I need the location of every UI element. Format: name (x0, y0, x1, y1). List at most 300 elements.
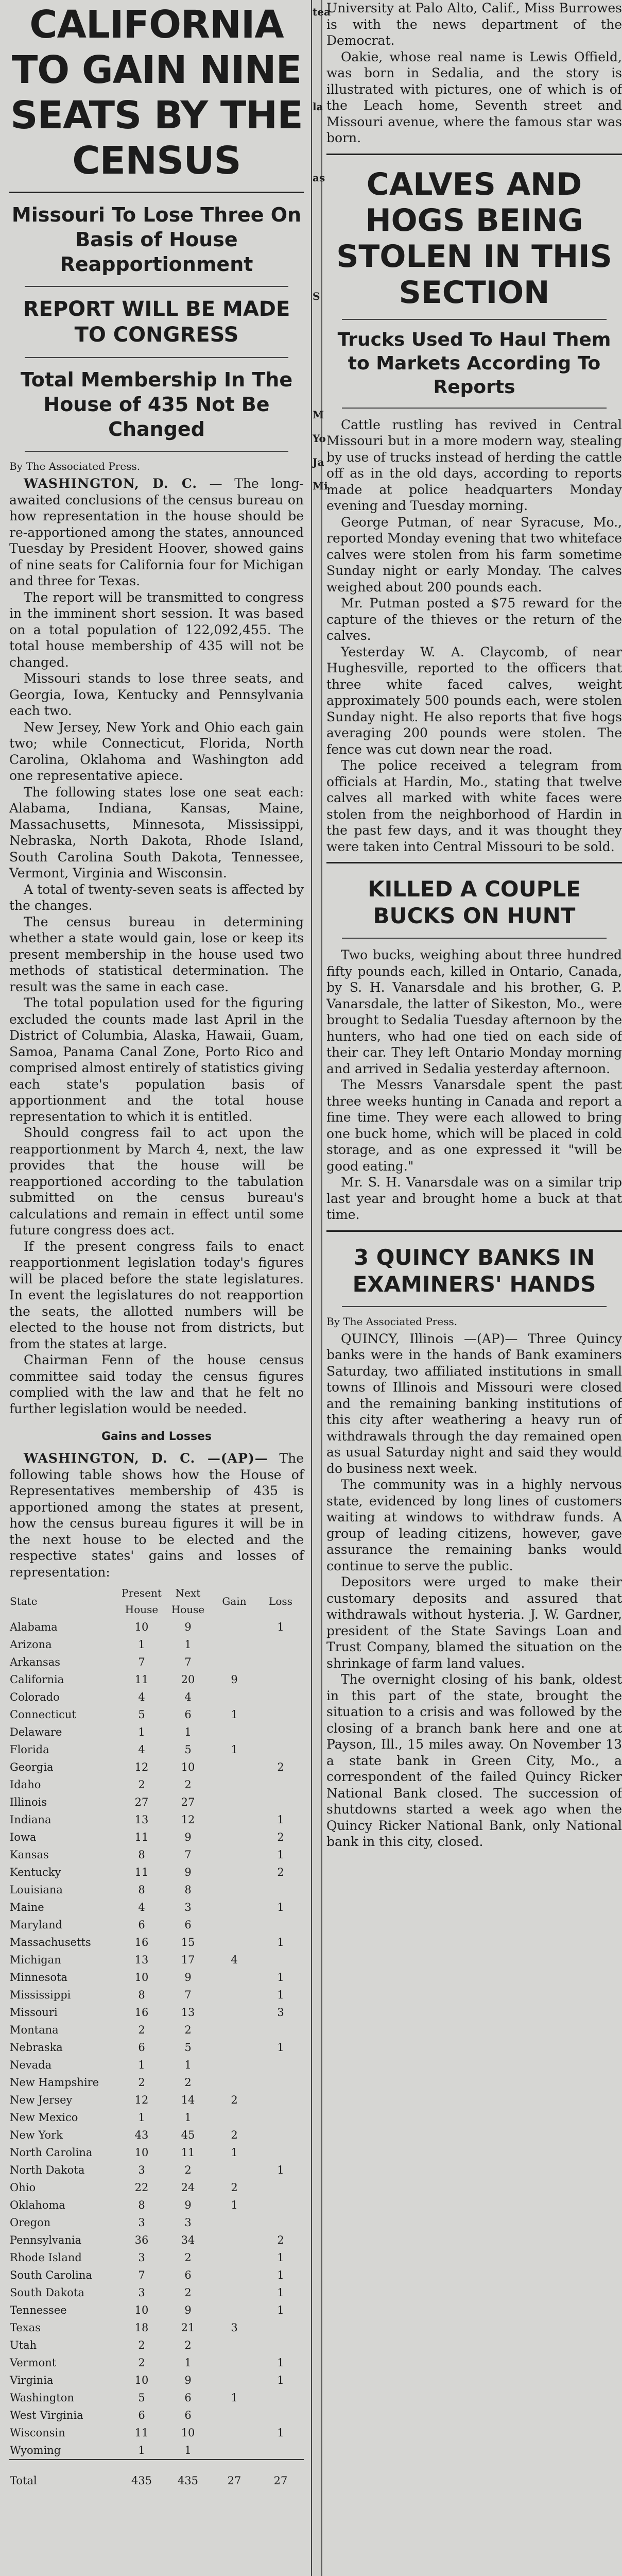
lead-paragraph (9, 476, 304, 589)
table-row (9, 2214, 304, 2231)
byline: By The Associated Press. (326, 1315, 458, 1328)
clipped-text-fragment: as (313, 172, 325, 184)
apportionment-table (9, 1584, 304, 2489)
cell-gain (211, 1636, 257, 1653)
gains-intro-text: The following table shows how the House of Representatives membership of 435 is apportioned among the states at present, how the census bureau figures it will be in the next house to be elected and the respective states' gains and losses of representation: (9, 1451, 304, 1580)
cell-present: 8 (138, 1849, 145, 1861)
cell-next: 45 (181, 2129, 195, 2141)
article-paragraph: If the present congress fails to enact reapportionment legislation today's figures will be placed before the state legislatures. In event the legislatures do not reapportion the seats, the allotted numbers will be elected to the house not from districts, but from the states at large. (9, 1239, 304, 1351)
cell-state: Maine (10, 1901, 44, 1913)
gains-intro (9, 1450, 304, 1580)
cell-state: Rhode Island (10, 2251, 82, 2264)
cell-next: 9 (184, 1831, 192, 1843)
cell-present: 3 (138, 2164, 145, 2176)
table-row (9, 1863, 304, 1881)
table-row (9, 1741, 304, 1758)
cell-loss: 1 (277, 2269, 284, 2281)
cell-loss (257, 1776, 304, 1793)
cell-next: 5 (184, 2041, 192, 2054)
cell-loss (257, 2144, 304, 2161)
cell-loss (257, 2179, 304, 2196)
cell-state: North Dakota (10, 2164, 85, 2176)
article-paragraph: Depositors were urged to make their customary deposits and assured that withdrawals without hysteria. J. W. Gardner, president of the State Savings Loan and Trust Company, blamed the situation on the shrinkage of farm land values. (326, 1574, 622, 1671)
cell-next: 7 (184, 1989, 192, 2001)
cell-next: 2 (184, 2339, 192, 2351)
cell-loss (257, 2319, 304, 2336)
cell-gain (211, 1916, 257, 1934)
table-row (9, 2074, 304, 2091)
cell-next: 3 (184, 2216, 192, 2229)
cell-loss: 2 (277, 2234, 284, 2246)
cell-gain (211, 2301, 257, 2319)
cell-state: Georgia (10, 1761, 54, 1773)
cell-gain (211, 2284, 257, 2301)
clipped-text-fragment (313, 545, 321, 569)
clipped-text-fragment: Mi (313, 480, 328, 492)
cell-present: 7 (138, 2269, 145, 2281)
cell-loss (257, 2021, 304, 2039)
cell-next: 2 (184, 2076, 192, 2089)
cell-loss: 2 (277, 1761, 284, 1773)
table-row (9, 1916, 304, 1934)
clipped-text-fragment: S (313, 290, 320, 302)
cell-loss (257, 2074, 304, 2091)
cell-loss: 2 (277, 1866, 284, 1878)
cell-gain (211, 2249, 257, 2266)
cell-loss: 3 (277, 2006, 284, 2019)
rule (326, 862, 622, 863)
cell-loss (257, 1706, 304, 1723)
cell-state: Montana (10, 2024, 59, 2036)
table-row (9, 2126, 304, 2144)
cell-loss: 1 (277, 1849, 284, 1861)
cell-loss (257, 1723, 304, 1741)
cell-state: Delaware (10, 1726, 62, 1738)
table-row (9, 1846, 304, 1863)
cell-next: 2 (184, 2024, 192, 2036)
cell-loss (257, 2056, 304, 2074)
cell-present: 11 (134, 2427, 149, 2439)
clipped-text-fragment (313, 498, 321, 521)
cell-present: 10 (134, 2304, 149, 2316)
header-present: Present House (122, 1587, 162, 1616)
cell-loss: 1 (277, 1621, 284, 1633)
table-row (9, 1758, 304, 1776)
cell-present: 1 (138, 2111, 145, 2124)
cell-state: New Jersey (10, 2094, 73, 2106)
cell-state: New Hampshire (10, 2076, 99, 2089)
article-paragraph: Mr. S. H. Vanarsdale was on a similar trip last year and brought home a buck at that time. (326, 1175, 622, 1222)
clipped-text-fragment (313, 47, 321, 71)
cell-state: Vermont (10, 2357, 57, 2369)
cell-state: Kansas (10, 1849, 49, 1861)
cell-gain (211, 2039, 257, 2056)
cell-next: 7 (184, 1656, 192, 1668)
cell-present: 12 (134, 2094, 149, 2106)
cell-gain (211, 1811, 257, 1828)
article-paragraph: The Messrs Vanarsdale spent the past three weeks hunting in Canada and report a fine time. They were each allowed to bring one buck home, which will be placed in cold storage, and as one expressed it "will be good eating." (326, 1077, 622, 1174)
cell-next: 15 (181, 1936, 195, 1948)
cell-gain: 1 (231, 2146, 238, 2159)
cell-present: 12 (134, 1761, 149, 1773)
table-row (9, 1776, 304, 1793)
lead-text: — The long-awaited conclusions of the census bureau on how representation in the house should be re-apportioned among the states, announced Tuesday by President Hoover, showed gains of nine seats for California four for Michigan and three for Texas. (9, 476, 304, 588)
cell-next: 2 (184, 2286, 192, 2299)
cell-gain (211, 1793, 257, 1811)
table-row (9, 2389, 304, 2406)
cell-gain: 1 (231, 1708, 238, 1721)
cell-next: 1 (184, 2444, 192, 2456)
article-paragraph: The census bureau in determining whether a state would gain, lose or keep its present membership in the house used two methods of statistical determination. The result was the same in each case. (9, 914, 304, 994)
cell-loss: 1 (277, 1936, 284, 1948)
cell-present: 2 (138, 2024, 145, 2036)
calves-hogs-headline: CALVES AND HOGS BEING STOLEN IN THIS SECTION (336, 166, 612, 311)
cell-next: 9 (184, 2199, 192, 2211)
article-paragraph: The report will be transmitted to congress in the imminent short session. It was based on a total population of 122,092,455. The total house membership of 435 will not be changed. (9, 589, 304, 670)
rule (25, 451, 288, 452)
cell-next: 21 (181, 2321, 195, 2334)
cell-state: Total (9, 2460, 118, 2489)
article-paragraph: Oakie, whose real name is Lewis Offield, was born in Sedalia, and the story is illustrated with pictures, one of which is of the Leach home, Seventh street and Missouri avenue, where the famous star was born. (326, 49, 622, 145)
cell-state: Pennsylvania (10, 2234, 82, 2246)
cell-present: 8 (138, 1884, 145, 1896)
cell-loss: 1 (277, 2427, 284, 2439)
cell-gain (211, 2214, 257, 2231)
cell-next: 435 (165, 2460, 211, 2489)
cell-next: 6 (184, 2269, 192, 2281)
cell-state: Kentucky (10, 1866, 61, 1878)
clipped-text-fragment (313, 24, 321, 47)
clipped-text-fragment (313, 355, 321, 379)
cell-next: 9 (184, 2374, 192, 2386)
cell-next: 7 (184, 1849, 192, 1861)
table-row (9, 1828, 304, 1846)
cell-gain: 2 (231, 2094, 238, 2106)
table-row (9, 2179, 304, 2196)
cell-state: Virginia (10, 2374, 54, 2386)
article-paragraph: New Jersey, New York and Ohio each gain two; while Connecticut, Florida, North Carolina, Oklahoma and Washington add one representative apiece. (9, 719, 304, 783)
cell-state: South Dakota (10, 2286, 84, 2299)
cell-loss (257, 2336, 304, 2354)
clipped-text-fragment (313, 71, 321, 95)
cell-present: 10 (134, 2146, 149, 2159)
cell-next: 24 (181, 2181, 195, 2194)
cell-next: 1 (184, 1638, 192, 1651)
calves-hogs-deck: Trucks Used To Haul Them to Markets According To Reports (337, 329, 611, 398)
table-row (9, 2336, 304, 2354)
cell-state: Tennessee (10, 2304, 67, 2316)
cell-loss: 1 (277, 1901, 284, 1913)
cell-loss (257, 2442, 304, 2460)
article-paragraph: Chairman Fenn of the house census committee said today the census figures complied with the law and that he felt no further legislation would be needed. (9, 1352, 304, 1416)
cell-gain: 2 (231, 2181, 238, 2194)
cell-loss (257, 1688, 304, 1706)
cell-gain: 27 (211, 2460, 257, 2489)
cell-next: 34 (181, 2234, 195, 2246)
header-gain: Gain (222, 1595, 247, 1607)
cell-present: 16 (134, 1936, 149, 1948)
cell-present: 13 (134, 1954, 149, 1966)
cell-next: 5 (184, 1743, 192, 1756)
clipped-text-fragment: tea (313, 6, 331, 18)
table-row (9, 2161, 304, 2179)
table-row (9, 2196, 304, 2214)
table-row (9, 2301, 304, 2319)
cell-next: 6 (184, 2409, 192, 2421)
cell-present: 1 (138, 2444, 145, 2456)
cell-gain (211, 1986, 257, 2004)
cell-next: 12 (181, 1814, 195, 1826)
cell-state: Oklahoma (10, 2199, 65, 2211)
clipped-text-fragment: M (313, 409, 324, 421)
cell-loss: 1 (277, 2374, 284, 2386)
cell-present: 2 (138, 1778, 145, 1791)
cell-state: Wisconsin (10, 2427, 65, 2439)
cell-next: 9 (184, 1866, 192, 1878)
cell-present: 3 (138, 2286, 145, 2299)
cell-present: 22 (134, 2181, 149, 2194)
cell-loss: 1 (277, 1814, 284, 1826)
cell-next: 14 (181, 2094, 195, 2106)
table-row (9, 2109, 304, 2126)
clipped-text-fragment (313, 118, 321, 142)
cell-present: 36 (134, 2234, 149, 2246)
table-row (9, 2004, 304, 2021)
header-next: Next House (171, 1587, 205, 1616)
cell-present: 11 (134, 1866, 149, 1878)
table-row (9, 1671, 304, 1688)
cell-gain (211, 2021, 257, 2039)
deck-report: REPORT WILL BE MADE TO CONGRESS (23, 297, 290, 347)
table-row (9, 2284, 304, 2301)
cell-state: South Carolina (10, 2269, 92, 2281)
right-column (321, 0, 622, 2576)
clipped-text-fragment (313, 308, 321, 332)
cell-gain (211, 2161, 257, 2179)
cell-present: 2 (138, 2357, 145, 2369)
cell-loss (257, 1671, 304, 1688)
cell-gain (211, 1934, 257, 1951)
cell-gain (211, 1863, 257, 1881)
table-row (9, 1653, 304, 1671)
cell-gain (211, 2424, 257, 2442)
cell-loss: 1 (277, 2304, 284, 2316)
article-paragraph: The overnight closing of his bank, oldest in this part of the state, brought the situation to a crisis and was followed by the closing of a branch bank here and one at Payson, Ill., 15 miles away. On November 13 a state bank in Green City, Mo., a correspondent of the failed Quincy Ricker National Bank closed. The succession of shutdowns started a week ago when the Quincy Ricker National Bank, only National bank in this city, closed. (326, 1672, 622, 1849)
clipped-text-fragment (313, 213, 321, 237)
cell-present: 43 (134, 2129, 149, 2141)
cell-present: 27 (134, 1796, 149, 1808)
cell-state: Alabama (10, 1621, 58, 1633)
table-row (9, 2039, 304, 2056)
cell-next: 20 (181, 1673, 195, 1686)
cell-present: 6 (138, 1919, 145, 1931)
cell-next: 27 (181, 1796, 195, 1808)
cell-next: 1 (184, 2111, 192, 2124)
article-paragraph: George Putman, of near Syracuse, Mo., reported Monday evening that two whiteface calves were stolen from his farm sometime Sunday night or early Monday. The calves weighed about 200 pounds each. (326, 514, 622, 595)
cell-present: 1 (138, 1638, 145, 1651)
cell-gain (211, 2354, 257, 2371)
cell-gain (211, 2266, 257, 2284)
cell-loss (257, 1951, 304, 1969)
article-paragraph: Mr. Putman posted a $75 reward for the capture of the thieves or the return of the calves. (326, 596, 622, 643)
cell-loss (257, 1653, 304, 1671)
header-loss: Loss (269, 1595, 292, 1607)
table-row (9, 2091, 304, 2109)
rule (342, 1306, 607, 1307)
table-row (9, 2442, 304, 2460)
article-paragraph: The community was in a highly nervous state, evidenced by long lines of customers waiting at windows to withdraw funds. A group of leading citizens, however, gave assurance the remaining banks would continue to serve the public. (326, 1477, 622, 1573)
quincy-banks-headline: 3 QUINCY BANKS IN EXAMINERS' HANDS (352, 1244, 596, 1297)
cell-loss: 1 (277, 1989, 284, 2001)
table-row (9, 1793, 304, 1811)
cell-state: Mississippi (10, 1989, 71, 2001)
cell-present: 3 (138, 2251, 145, 2264)
article-paragraph: QUINCY, Illinois —(AP)— Three Quincy banks were in the hands of Bank examiners Saturday, two affiliated institutions in small towns of Illinois and Missouri were closed and the remaining banking institutions of this city after weathering a heavy run of withdrawals through the day remained open as usual Saturday night and said they would do business next week. (326, 1331, 622, 1476)
table-row (9, 2406, 304, 2424)
gains-losses-heading: Gains and Losses (101, 1430, 212, 1443)
cell-state: Indiana (10, 1814, 51, 1826)
cell-present: 16 (134, 2006, 149, 2019)
article-paragraph: Yesterday W. A. Claycomb, of near Hughesville, reported to the officers that three white faced calves, weight approximately 500 pounds each, were stolen Sunday night. He also reports that five hogs averaging 200 pounds were stolen. The fence was cut down near the road. (326, 644, 622, 757)
cell-gain: 9 (231, 1673, 238, 1686)
dateline: WASHINGTON, D. C. —(AP)— (24, 1451, 268, 1466)
cell-present: 11 (134, 1831, 149, 1843)
cell-loss (257, 1916, 304, 1934)
cell-loss (257, 1793, 304, 1811)
cell-loss (257, 2126, 304, 2144)
cell-loss: 1 (277, 2041, 284, 2054)
rule (9, 192, 304, 193)
cell-present: 2 (138, 2339, 145, 2351)
cell-state: New York (10, 2129, 63, 2141)
table-row (9, 2144, 304, 2161)
rule (25, 357, 288, 358)
cell-state: Oregon (10, 2216, 51, 2229)
table-row (9, 1969, 304, 1986)
cell-gain (211, 1828, 257, 1846)
cell-loss: 2 (277, 1831, 284, 1843)
cell-loss (257, 2196, 304, 2214)
cell-state: Arkansas (10, 1656, 61, 1668)
main-headline: CALIFORNIA TO GAIN NINE SEATS BY THE CENSUS (10, 3, 303, 183)
deck-missouri: Missouri To Lose Three On Basis of House Reapportionment (11, 204, 302, 276)
cell-gain: 4 (231, 1954, 238, 1966)
table-row (9, 2266, 304, 2284)
cell-next: 2 (184, 2251, 192, 2264)
cell-next: 17 (181, 1954, 195, 1966)
cell-state: New Mexico (10, 2111, 78, 2124)
rule (342, 319, 607, 320)
table-row (9, 2249, 304, 2266)
cell-state: Maryland (10, 1919, 63, 1931)
cell-next: 6 (184, 1919, 192, 1931)
table-row (9, 2371, 304, 2389)
clipped-text-fragment (313, 332, 321, 355)
cell-present: 5 (138, 1708, 145, 1721)
cell-present: 8 (138, 1989, 145, 2001)
cell-next: 1 (184, 1726, 192, 1738)
cell-gain (211, 1969, 257, 1986)
cell-state: Washington (10, 2392, 74, 2404)
cell-loss (257, 1741, 304, 1758)
byline: By The Associated Press. (9, 460, 141, 472)
rule (25, 286, 288, 287)
header-state: State (10, 1595, 38, 1607)
cell-loss: 1 (277, 2251, 284, 2264)
cell-next: 2 (184, 2164, 192, 2176)
cell-state: Nebraska (10, 2041, 63, 2054)
clipped-text-fragment (313, 190, 321, 213)
cell-loss (257, 1881, 304, 1899)
cell-state: Utah (10, 2339, 37, 2351)
clipped-text-fragment (313, 142, 321, 166)
cell-gain (211, 2231, 257, 2249)
cell-present: 7 (138, 1656, 145, 1668)
cell-next: 9 (184, 1971, 192, 1984)
cell-state: Massachusetts (10, 1936, 91, 1948)
cell-present: 1 (138, 2059, 145, 2071)
cell-state: Minnesota (10, 1971, 68, 1984)
cell-next: 6 (184, 2392, 192, 2404)
cell-next: 10 (181, 2427, 195, 2439)
table-row (9, 2021, 304, 2039)
cell-gain (211, 2004, 257, 2021)
cell-state: Nevada (10, 2059, 52, 2071)
table-header-row (9, 1584, 304, 1618)
cell-gain (211, 2056, 257, 2074)
cell-present: 6 (138, 2409, 145, 2421)
cell-next: 3 (184, 1901, 192, 1913)
table-total-row (9, 2460, 304, 2489)
cell-next: 11 (181, 2146, 195, 2159)
cell-next: 10 (181, 1761, 195, 1773)
cell-gain (211, 2406, 257, 2424)
cell-state: West Virginia (10, 2409, 83, 2421)
clipped-text-fragment (313, 521, 321, 545)
clipped-text-fragment: Yo (313, 432, 326, 445)
cell-state: Texas (10, 2321, 41, 2334)
adjacent-column-edge (311, 0, 331, 2576)
deck-membership: Total Membership In The House of 435 Not Be Changed (20, 368, 293, 440)
cell-present: 435 (118, 2460, 165, 2489)
table-row (9, 2056, 304, 2074)
cell-loss (257, 2214, 304, 2231)
cell-state: Michigan (10, 1954, 61, 1966)
cell-loss (257, 2091, 304, 2109)
cell-next: 9 (184, 2304, 192, 2316)
cell-next: 9 (184, 1621, 192, 1633)
table-row (9, 1723, 304, 1741)
cell-present: 11 (134, 1673, 149, 1686)
cell-gain (211, 2371, 257, 2389)
cell-present: 10 (134, 1971, 149, 1984)
table-row (9, 1934, 304, 1951)
cell-gain (211, 1881, 257, 1899)
cell-present: 10 (134, 2374, 149, 2386)
cell-loss: 1 (277, 2357, 284, 2369)
table-row (9, 1986, 304, 2004)
cell-present: 10 (134, 1621, 149, 1633)
cell-present: 4 (138, 1743, 145, 1756)
table-row (9, 2354, 304, 2371)
cell-gain: 2 (231, 2129, 238, 2141)
cell-gain (211, 1653, 257, 1671)
cell-loss (257, 2109, 304, 2126)
table-row (9, 1951, 304, 1969)
cell-next: 1 (184, 2357, 192, 2369)
article-paragraph: Missouri stands to lose three seats, and Georgia, Iowa, Kentucky and Pennsylvania each two. (9, 671, 304, 718)
cell-present: 5 (138, 2392, 145, 2404)
